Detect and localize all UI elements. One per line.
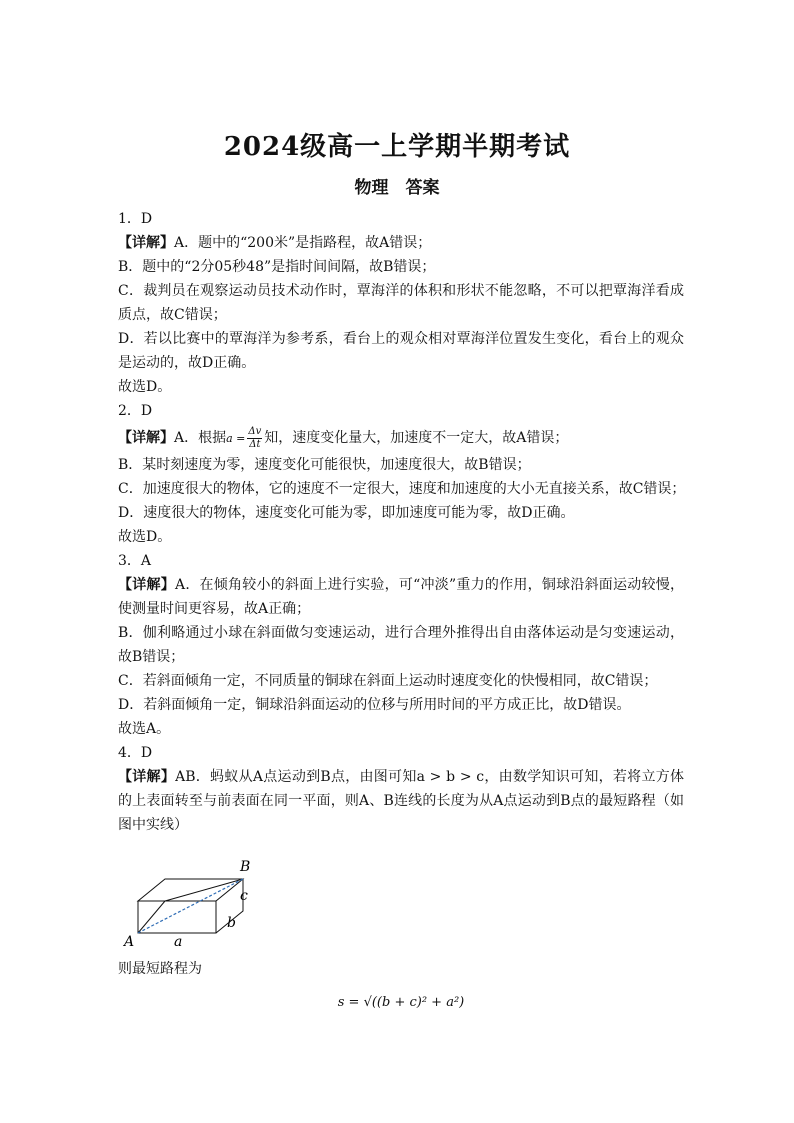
q2-formula-fraction — [247, 426, 262, 451]
q2-option-b: B．某时刻速度为零，速度变化可能很快，加速度很大，故B错误； — [118, 457, 531, 473]
q4-answer: 4．D — [118, 745, 153, 761]
label-a: a — [174, 934, 183, 950]
q2-option-d: D．速度很大的物体，速度变化可能为零，即加速度可能为零，故D正确。 — [118, 505, 575, 521]
diagonal-top — [165, 879, 243, 901]
label-c: c — [240, 888, 248, 904]
answer-content — [118, 207, 684, 1015]
q2-formula-numerator: Δv — [248, 425, 262, 437]
cuboid-diagram — [118, 845, 278, 957]
label-B: B — [240, 859, 251, 875]
page-subtitle: 物理 答案 — [354, 178, 440, 198]
label-A: A — [124, 934, 135, 950]
q2-detail-label: 【详解】 — [118, 430, 174, 446]
q1-option-d: D．若以比赛中的覃海洋为参考系，看台上的观众相对覃海洋位置发生变化，看台上的观众是运动的，故D正确。 — [118, 331, 684, 371]
q2-formula-denominator: Δt — [249, 438, 261, 450]
q2-answer: 2．D — [118, 403, 153, 419]
label-b: b — [227, 915, 236, 931]
q3-conclusion: 故选A。 — [118, 721, 171, 737]
q4-detail-label: 【详解】 — [118, 769, 176, 785]
q4-shortest-path-intro: 则最短路程为 — [118, 961, 202, 977]
q3-explanation-a — [118, 573, 684, 621]
q2-formula-lhs: a = — [226, 432, 246, 445]
q2-option-c: C．加速度很大的物体，它的速度不一定很大，速度和加速度的大小无直接关系，故C错误； — [118, 481, 686, 497]
q3-option-c: C．若斜面倾角一定，不同质量的铜球在斜面上运动时速度变化的快慢相同，故C错误； — [118, 673, 658, 689]
q1-answer: 1．D — [118, 211, 153, 227]
q4-explanation-ab — [118, 765, 684, 837]
q1-option-a: A．题中的“200米”是指路程，故A错误； — [174, 235, 432, 251]
cuboid-figure — [118, 845, 684, 957]
q2-explanation-a — [118, 423, 684, 453]
q3-detail-label: 【详解】 — [118, 577, 175, 593]
q2-conclusion: 故选D。 — [118, 529, 172, 545]
q4-option-ab: AB．蚂蚁从A点运动到B点，由图可知a > b > c，由数学知识可知，若将立方体的上表面转至与前表面在同一平面，则A、B连线的长度为从A点运动到B点的最短路程（如图中实线） — [118, 769, 684, 833]
q3-answer: 3．A — [118, 553, 152, 569]
q1-conclusion: 故选D。 — [118, 379, 172, 395]
q2-option-a-post: 知，速度变化量大，加速度不一定大，故A错误； — [264, 430, 569, 446]
q1-option-b: B．题中的“2分05秒48”是指时间间隔，故B错误； — [118, 259, 436, 275]
page-title: 2024级高一上学期半期考试 — [223, 132, 571, 162]
q3-option-d: D．若斜面倾角一定，铜球沿斜面运动的位移与所用时间的平方成正比，故D错误。 — [118, 697, 631, 713]
q2-option-a-pre: A．根据 — [174, 430, 227, 446]
cuboid-front-face — [138, 901, 216, 933]
q1-detail-label: 【详解】 — [118, 235, 174, 251]
q1-explanation-a — [118, 231, 684, 255]
cuboid-top-face — [138, 879, 243, 901]
q3-option-a: A．在倾角较小的斜面上进行实验，可“冲淡”重力的作用，铜球沿斜面运动较慢，使测量时间更容易，故A正确； — [118, 577, 684, 617]
q3-option-b: B．伽利略通过小球在斜面做匀变速运动，进行合理外推得出自由落体运动是匀变速运动，故B错误； — [118, 625, 684, 665]
q1-option-c: C．裁判员在观察运动员技术动作时，覃海洋的体积和形状不能忽略，不可以把覃海洋看成质点，故C错误； — [118, 283, 684, 323]
diagonal-front — [138, 901, 165, 933]
q4-formula: s = √((b + c)² + a²) — [337, 995, 465, 1010]
